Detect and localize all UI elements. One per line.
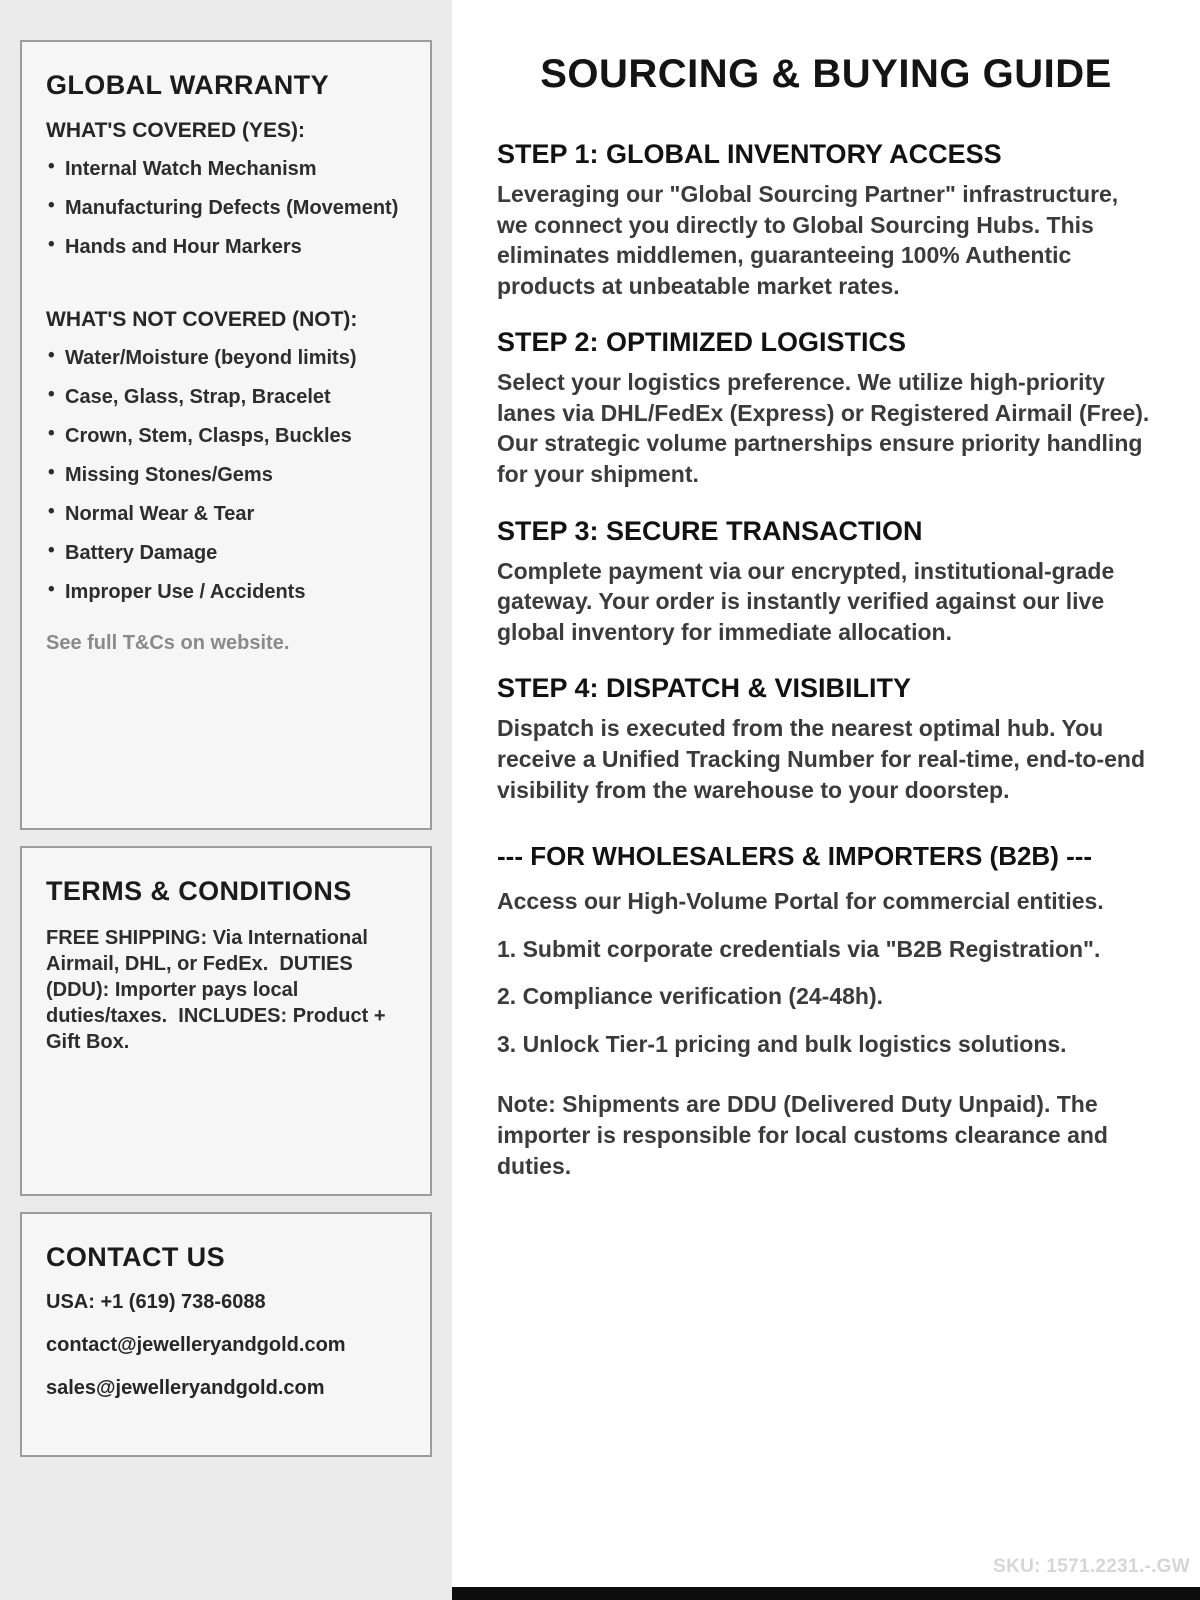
terms-box (20, 846, 432, 1196)
page-title: SOURCING & BUYING GUIDE (540, 52, 1112, 96)
covered-list (46, 157, 406, 259)
b2b-section (497, 841, 1155, 1181)
contact-box (20, 1212, 432, 1457)
step-1-body: Leveraging our "Global Sourcing Partner" infrastructure, we connect you directly to Global Sourcing Hubs. This eliminates middlemen, guaranteeing 100% Authentic products at unbeatable market rates. (497, 181, 1119, 299)
b2b-note: Note: Shipments are DDU (Delivered Duty Unpaid). The importer is responsible for local customs clearance and duties. (497, 1091, 1108, 1179)
b2b-heading: --- FOR WHOLESALERS & IMPORTERS (B2B) --- (497, 841, 1093, 872)
contact-title: CONTACT US (46, 1242, 225, 1272)
main-content (452, 0, 1200, 1600)
step-1-heading: STEP 1: GLOBAL INVENTORY ACCESS (497, 139, 1002, 169)
list-item: • Water/Moisture (beyond limits) (46, 346, 406, 370)
step-2-section (497, 327, 1155, 489)
step-3-body: Complete payment via our encrypted, institutional-grade gateway. Your order is instantly verified against our live global inventory for immediate allocation. (497, 557, 1115, 645)
step-2-body: Select your logistics preference. We utilize high-priority lanes via DHL/FedEx (Express) or Registered Airmail (Free). Our strategic volume partnerships ensure priority handling for your shipment. (497, 369, 1150, 488)
contact-phone: USA: +1 (619) 738-6088 (46, 1291, 266, 1313)
spacer (46, 274, 406, 300)
step-4-section (497, 673, 1155, 805)
not-covered-list (46, 346, 406, 604)
list-item: • Improper Use / Accidents (46, 580, 406, 604)
warranty-footnote: See full T&Cs on website. (46, 632, 290, 654)
b2b-item-1: 1. Submit corporate credentials via "B2B Registration". (497, 935, 1101, 962)
warranty-box (20, 40, 432, 830)
contact-email-primary: contact@jewelleryandgold.com (46, 1334, 346, 1356)
list-item: • Manufacturing Defects (Movement) (46, 196, 406, 220)
not-covered-title: WHAT'S NOT COVERED (NOT): (46, 308, 358, 331)
list-item: • Missing Stones/Gems (46, 463, 406, 487)
list-item: • Case, Glass, Strap, Bracelet (46, 385, 406, 409)
step-3-section (497, 516, 1155, 648)
list-item: • Crown, Stem, Clasps, Buckles (46, 424, 406, 448)
step-4-heading: STEP 4: DISPATCH & VISIBILITY (497, 673, 912, 704)
bottom-bar (452, 1587, 1200, 1600)
step-2-heading: STEP 2: OPTIMIZED LOGISTICS (497, 327, 907, 358)
list-item: • Hands and Hour Markers (46, 235, 406, 259)
b2b-intro: Access our High-Volume Portal for commercial entities. (497, 888, 1104, 915)
list-item: • Normal Wear & Tear (46, 502, 406, 526)
b2b-item-3: 3. Unlock Tier-1 pricing and bulk logistics solutions. (497, 1030, 1067, 1057)
step-1-section (497, 139, 1155, 301)
sku-label: SKU: 1571.2231.-.GW (993, 1556, 1190, 1577)
terms-title: TERMS & CONDITIONS (46, 876, 352, 906)
covered-title: WHAT'S COVERED (YES): (46, 119, 305, 142)
warranty-title: GLOBAL WARRANTY (46, 70, 329, 100)
contact-email-sales: sales@jewelleryandgold.com (46, 1377, 325, 1399)
terms-body: FREE SHIPPING: Via International Airmail, DHL, or FedEx. DUTIES (DDU): Importer pays local duties/taxes. INCLUDES: Product + Gift Box. (46, 927, 392, 1053)
list-item: • Internal Watch Mechanism (46, 157, 406, 181)
step-3-heading: STEP 3: SECURE TRANSACTION (497, 515, 923, 546)
list-item: • Battery Damage (46, 541, 406, 565)
sidebar (0, 0, 452, 1600)
b2b-item-2: 2. Compliance verification (24-48h). (497, 983, 884, 1010)
step-4-body: Dispatch is executed from the nearest optimal hub. You receive a Unified Tracking Number for real-time, end-to-end visibility from the warehouse to your doorstep. (497, 715, 1145, 803)
